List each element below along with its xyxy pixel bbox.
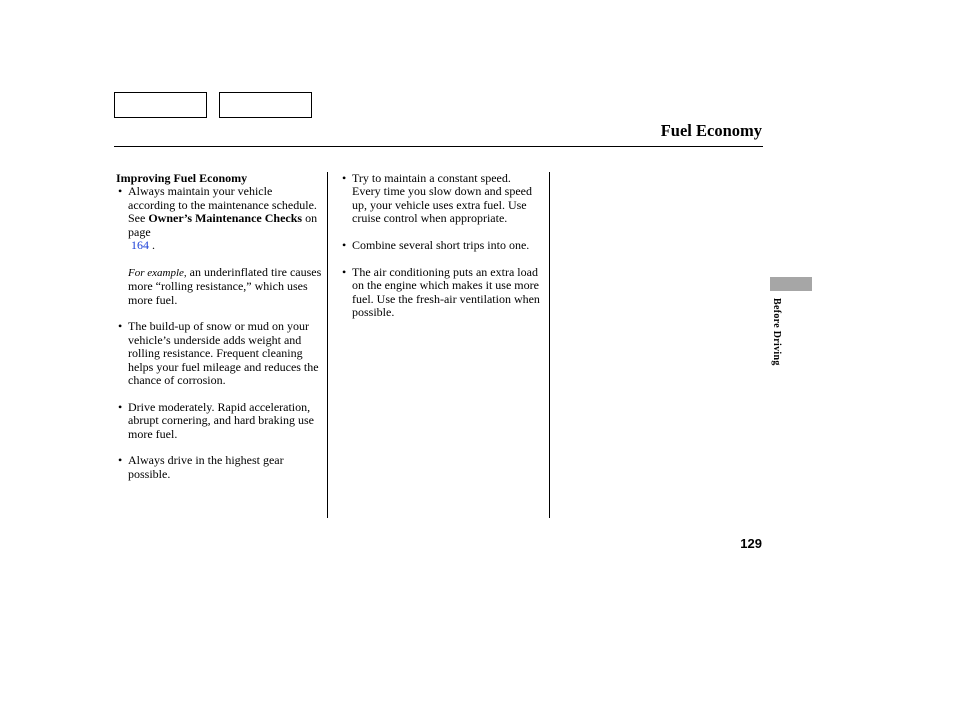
list-item: [116, 185, 322, 252]
list-item: [340, 266, 540, 320]
bullet-icon: •: [342, 264, 347, 279]
list-item-text: an underinflated tire causes more “rolling resistance,” which uses more fuel.: [128, 264, 322, 307]
title-rule: [114, 146, 763, 147]
cross-reference-title: Owner’s Maintenance Checks: [148, 211, 303, 226]
list-item-text: Try to maintain a constant speed. Every time you slow down and speed up, your vehicle uses extra fuel. Use cruise control when appropriate.: [352, 171, 532, 226]
page-number: 129: [740, 536, 762, 551]
column-1: [116, 172, 322, 495]
page-title: Fuel Economy: [660, 121, 762, 140]
list-item-text: Always drive in the highest gear possible.: [128, 453, 284, 481]
section-tab: [770, 277, 812, 291]
list-item-text: .: [149, 238, 155, 253]
nav-button-1[interactable]: [114, 92, 207, 118]
nav-button-2[interactable]: [219, 92, 312, 118]
list-item: [116, 401, 322, 441]
column-divider: [549, 172, 550, 518]
bullet-icon: •: [342, 238, 347, 253]
column-2: [340, 172, 540, 333]
list-item-text: The air conditioning puts an extra load on the engine which makes it use more fuel. Use the fresh-air ventilation when possible.: [352, 264, 540, 320]
list-item-text: Drive moderately. Rapid acceleration, abrupt cornering, and hard braking use more fuel.: [128, 399, 314, 441]
bullet-icon: •: [118, 184, 123, 199]
bullet-icon: •: [118, 319, 123, 334]
section-heading: Improving Fuel Economy: [116, 171, 248, 185]
list-item-text: Combine several short trips into one.: [352, 238, 530, 253]
list-item-text: The build-up of snow or mud on your vehicle’s underside adds weight and rolling resistance. Frequent cleaning helps your fuel mileage and reduces the chance of corrosion.: [128, 319, 319, 388]
bullet-icon: •: [118, 399, 123, 414]
list-item: [116, 320, 322, 387]
list-item: [340, 172, 540, 226]
list-item: [116, 454, 322, 481]
section-side-label: Before Driving: [771, 298, 782, 366]
bullet-icon: •: [342, 171, 347, 185]
italic-lead: For example,: [128, 266, 187, 279]
list-item: [340, 239, 540, 252]
page-link[interactable]: 164: [131, 238, 149, 253]
list-item-text: Always maintain your vehicle according to the maintenance schedule. See: [128, 184, 317, 226]
bullet-icon: •: [118, 453, 123, 468]
list-item-note: [116, 266, 322, 307]
column-divider: [327, 172, 328, 518]
list-item-text: on page: [128, 211, 318, 239]
